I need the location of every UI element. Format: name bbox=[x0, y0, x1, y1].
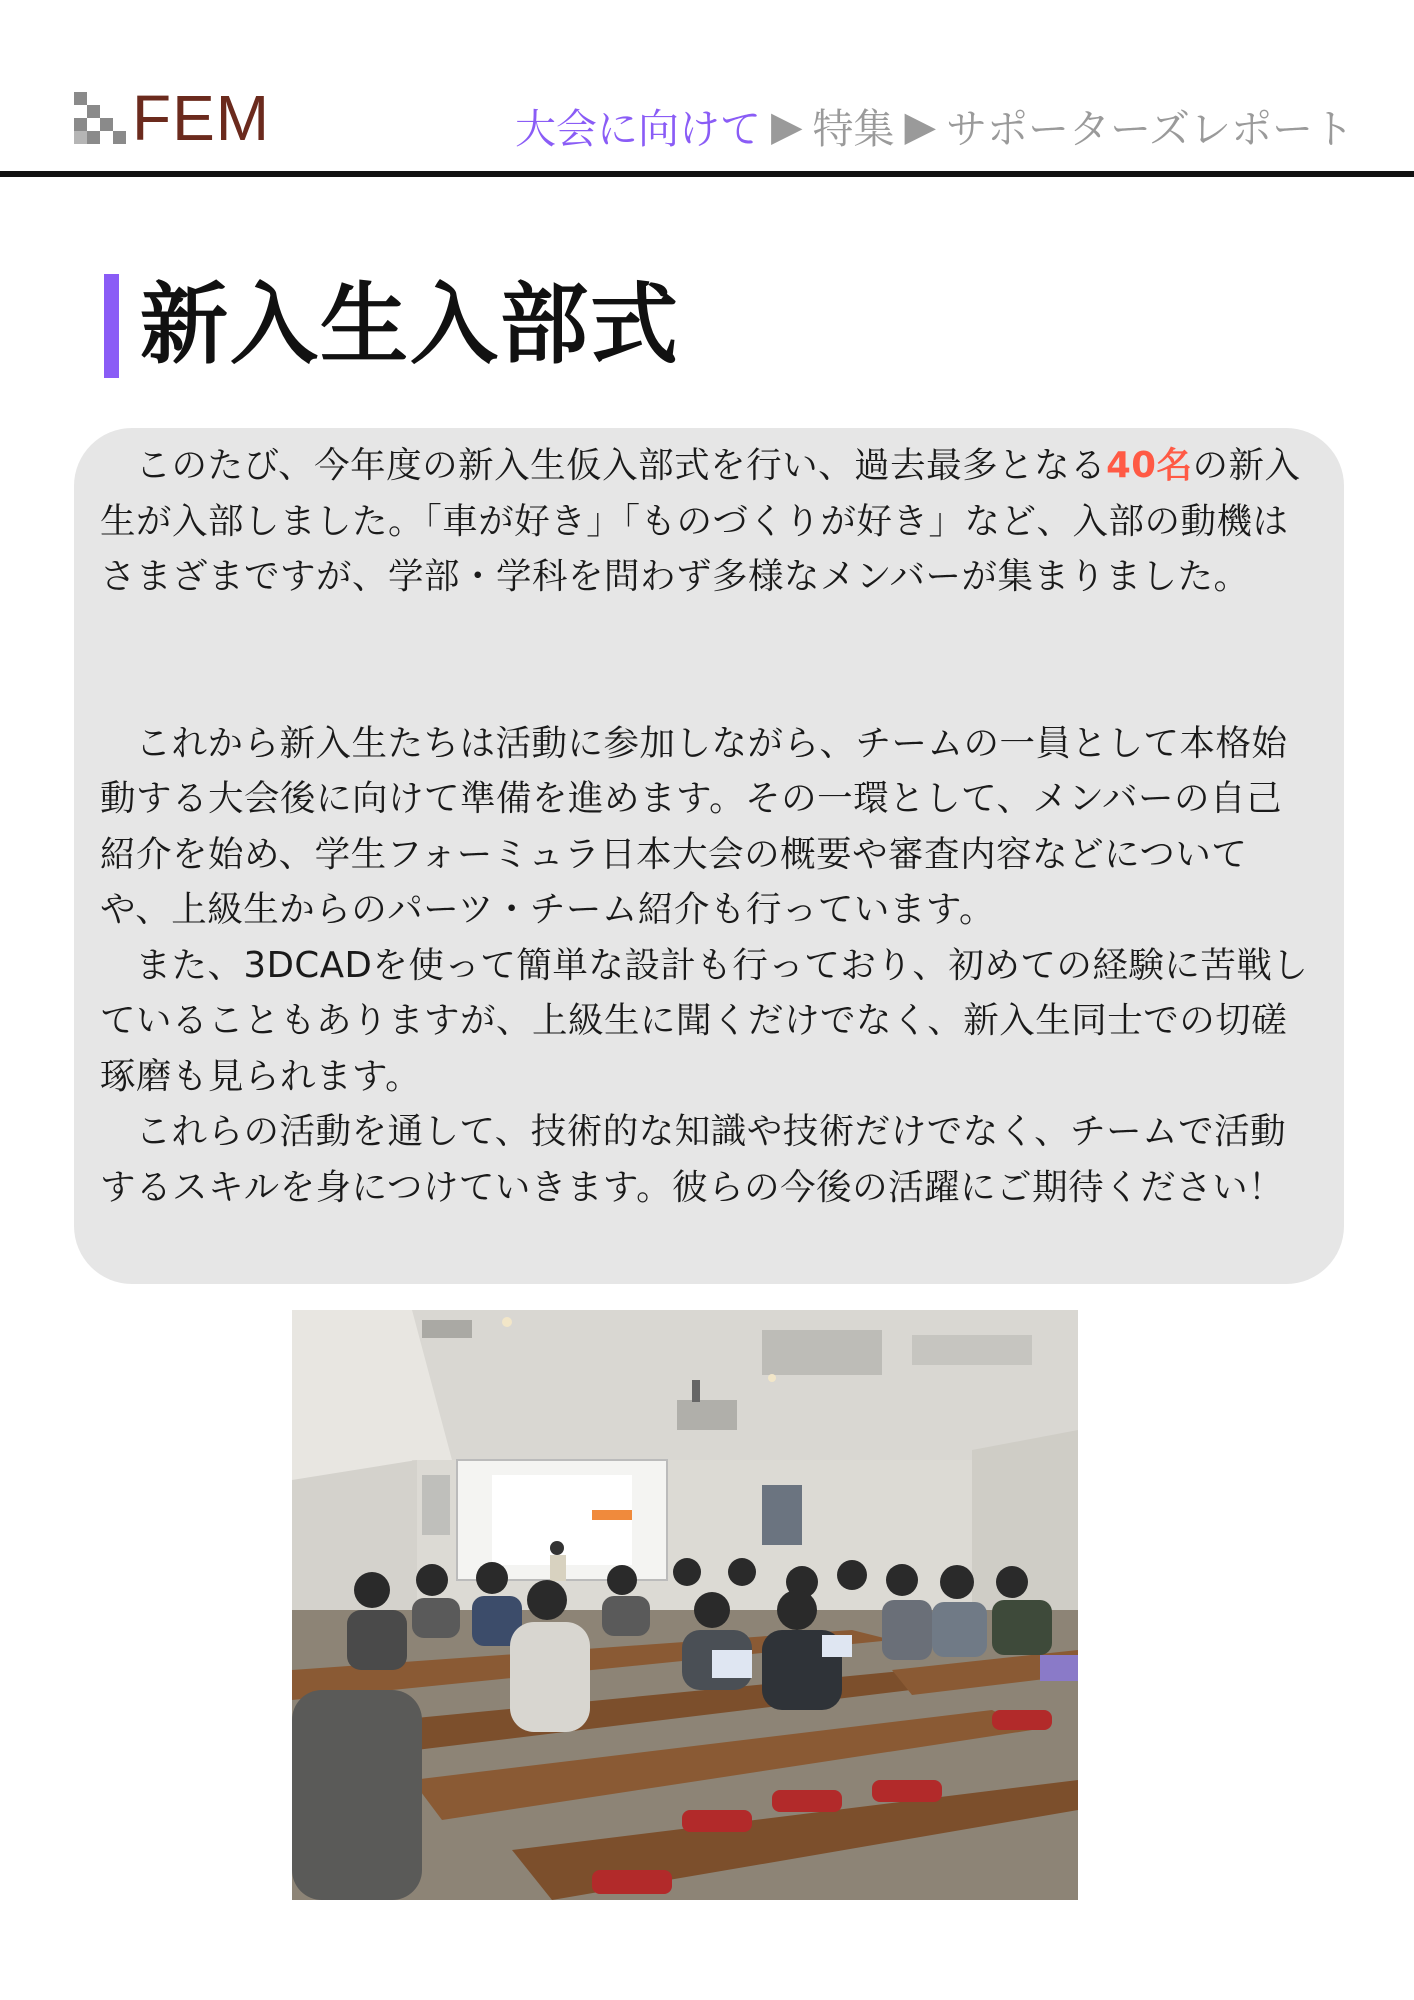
paragraph-4: これらの活動を通して、技術的な知識や技術だけでなく、チームで活動するスキルを身につけていきます。彼らの今後の活躍にご期待ください！ bbox=[100, 1111, 1287, 1208]
breadcrumb-separator: ▶ bbox=[770, 101, 803, 150]
breadcrumb-section[interactable]: 特集 bbox=[812, 105, 895, 153]
article-body bbox=[74, 428, 1344, 1284]
paragraph-1 bbox=[100, 438, 1314, 605]
breadcrumb-page[interactable]: サポーターズレポート bbox=[946, 105, 1354, 153]
breadcrumb bbox=[515, 96, 1354, 155]
breadcrumb-separator: ▶ bbox=[904, 101, 937, 150]
paragraph-1-text-cont: の新入生が入部しました。「車が好き」「ものづくりが好き」など、入部の動機はさまざまですが、学部・学科を問わず多様なメンバーが集まりました。 bbox=[100, 445, 1301, 597]
member-count-highlight: 40名 bbox=[1106, 445, 1193, 486]
paragraph-gap bbox=[100, 605, 1314, 716]
classroom-photo bbox=[292, 1310, 1078, 1900]
breadcrumb-current[interactable]: 大会に向けて bbox=[514, 105, 761, 153]
header-divider bbox=[0, 171, 1414, 177]
page-title: 新入生入部式 bbox=[140, 273, 681, 376]
logo-text: FEM bbox=[132, 82, 271, 154]
paragraph-2: これから新入生たちは活動に参加しながら、チームの一員として本格始動する大会後に向けて準備を進めます。その一環として、メンバーの自己紹介を始め、学生フォーミュラ日本大会の概要や審査内容などについてや、上級生からのパーツ・チーム紹介も行っています。 bbox=[100, 722, 1288, 930]
paragraph-1-text: このたび、今年度の新入生仮入部式を行い、過去最多となる bbox=[135, 445, 1107, 486]
page-header bbox=[0, 0, 1414, 178]
paragraph-3: また、3DCADを使って簡単な設計も行っており、初めての経験に苦戦していることもありますが、上級生に聞くだけでなく、新入生同士での切磋琢磨も見られます。 bbox=[100, 944, 1309, 1097]
checker-logo-icon bbox=[74, 92, 126, 144]
classroom-photo-illustration bbox=[292, 1310, 1078, 1900]
title-accent-bar bbox=[104, 274, 119, 378]
fem-logo bbox=[74, 82, 271, 154]
